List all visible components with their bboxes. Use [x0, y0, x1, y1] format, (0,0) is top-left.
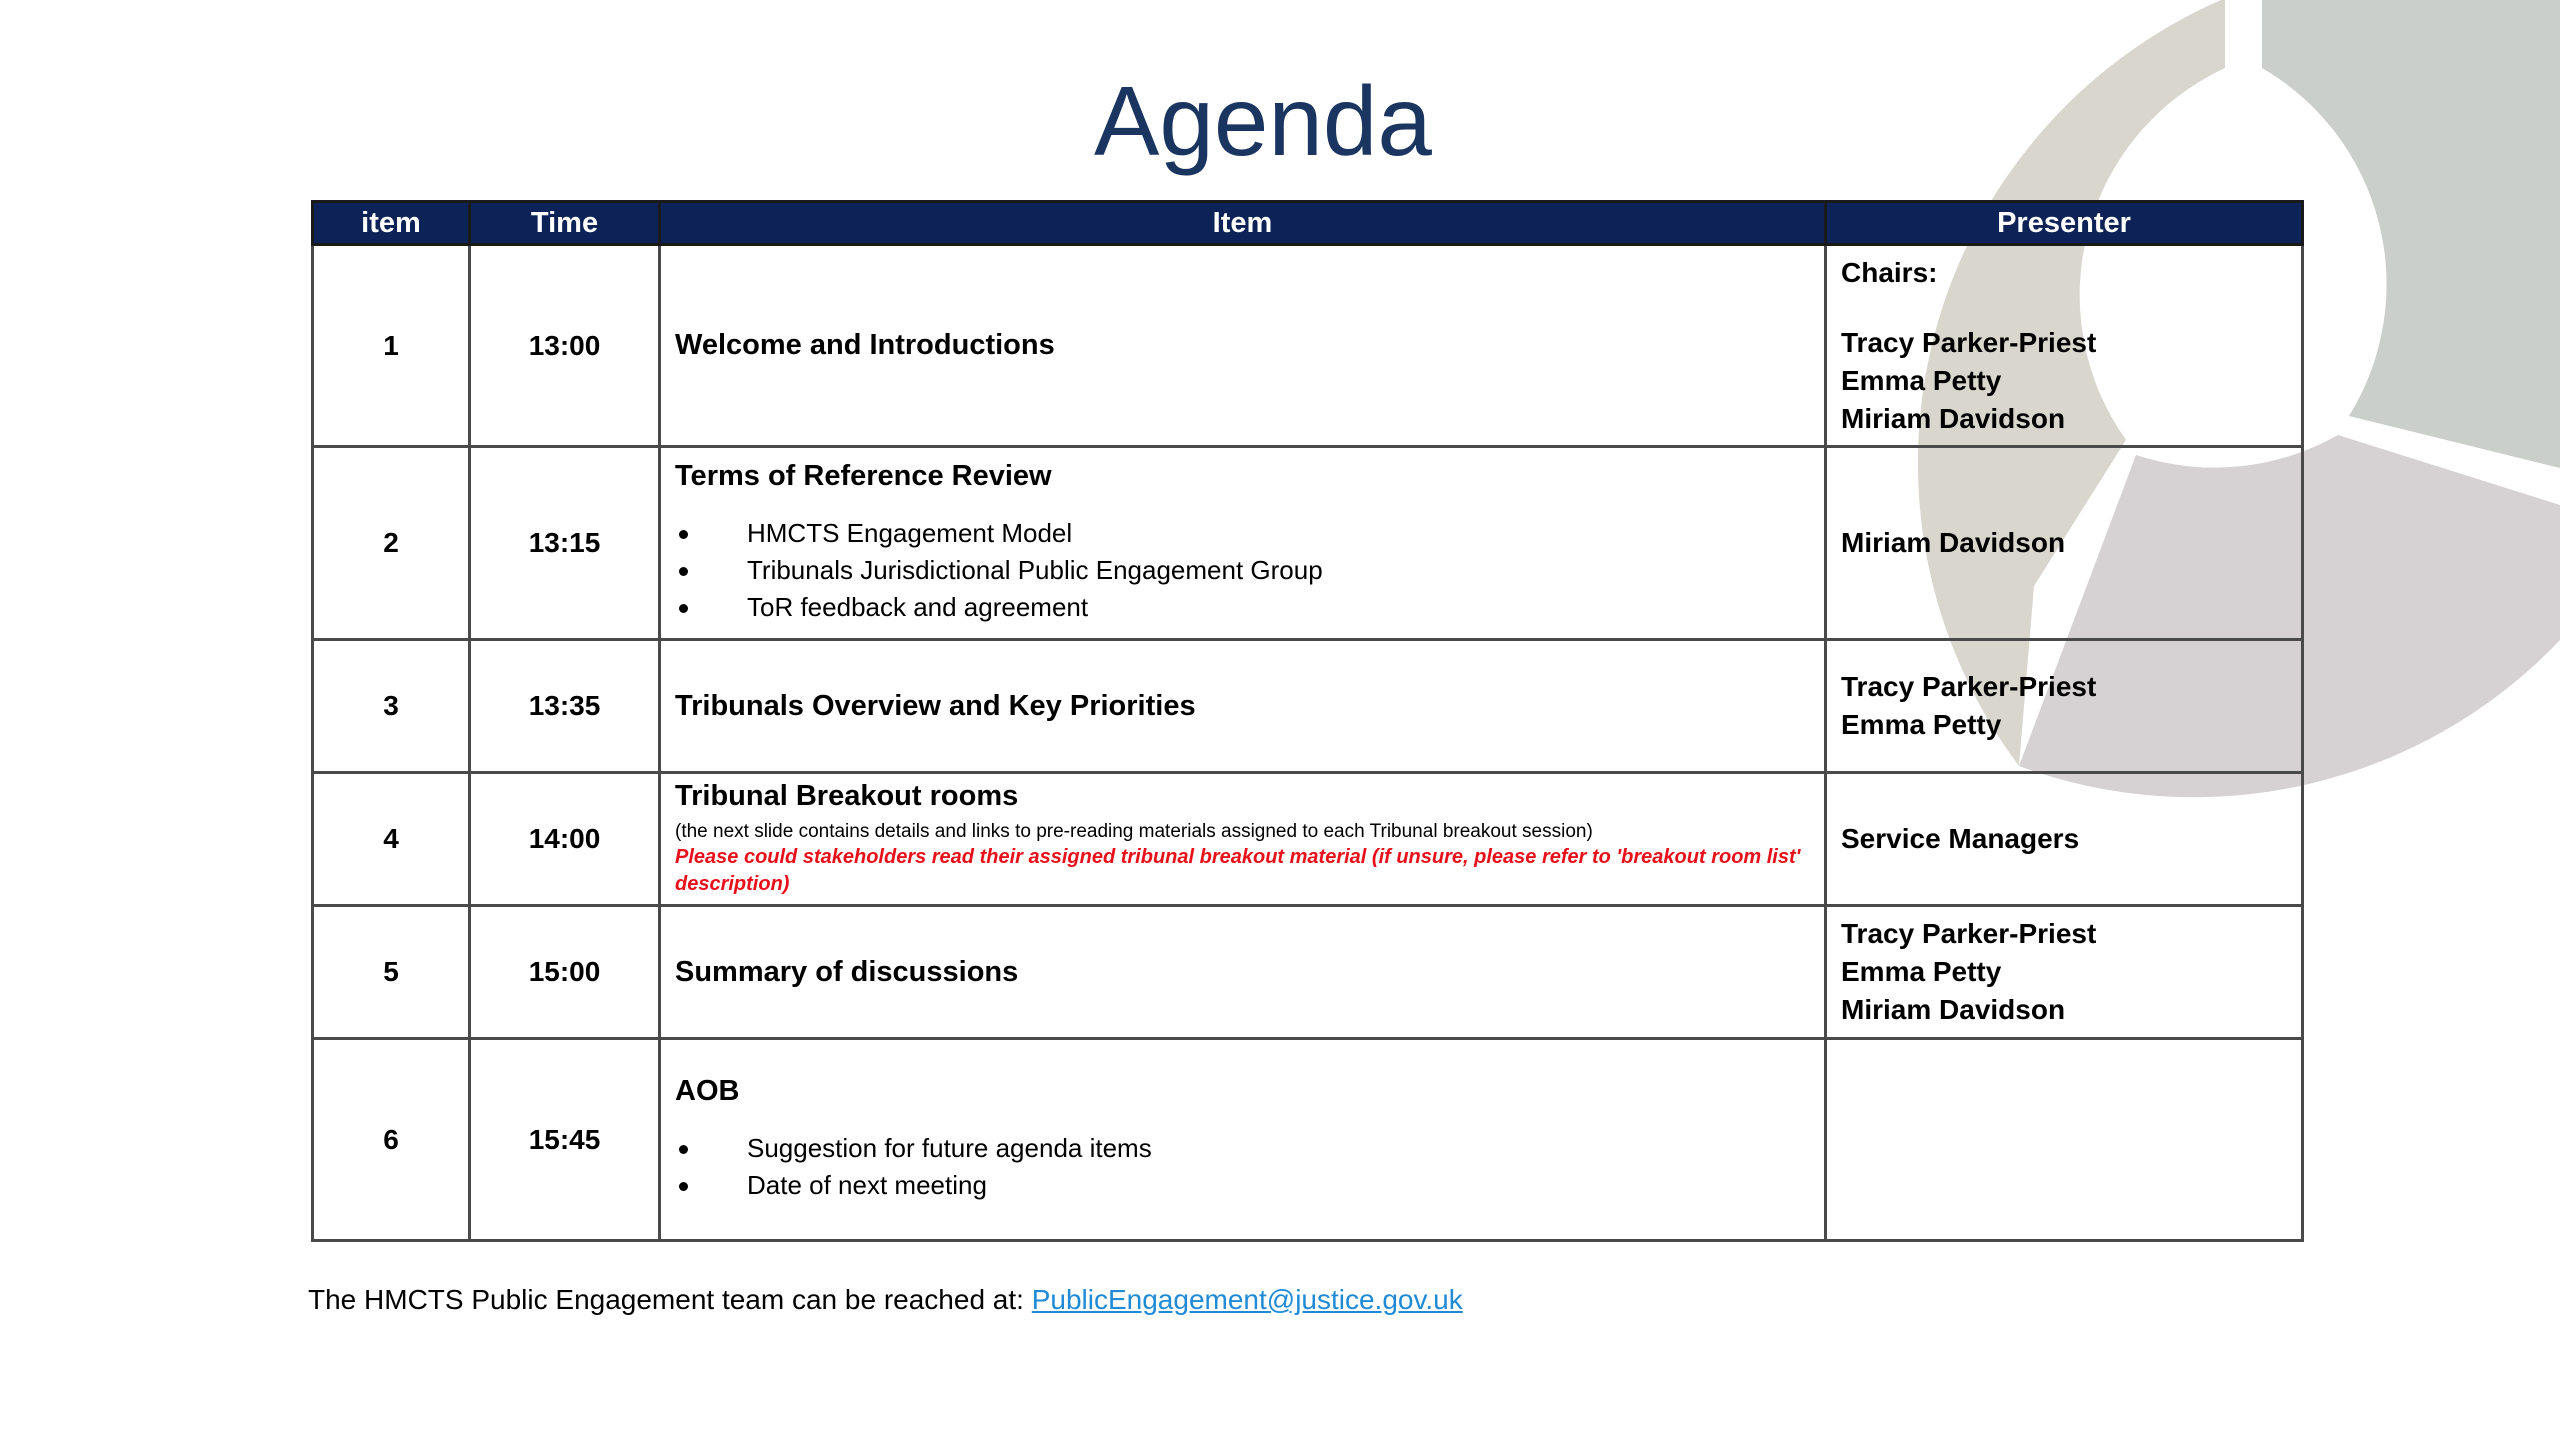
- bullet-item: Tribunals Jurisdictional Public Engagement Group: [675, 552, 1810, 589]
- bullet-item: HMCTS Engagement Model: [675, 515, 1810, 552]
- row-time: 14:00: [470, 773, 660, 906]
- column-header-time: Time: [470, 202, 660, 245]
- table-row: [313, 640, 2303, 773]
- item-title: Summary of discussions: [675, 955, 1019, 988]
- row-time: 13:15: [470, 447, 660, 640]
- item-note: (the next slide contains details and links to pre-reading materials assigned to each Tribunal breakout session): [675, 821, 1593, 842]
- row-number: 3: [313, 640, 470, 773]
- contact-email-link[interactable]: PublicEngagement@justice.gov.uk: [1031, 1284, 1463, 1315]
- item-title: Terms of Reference Review: [675, 460, 1052, 492]
- presenter-name: Emma Petty: [1841, 956, 2002, 987]
- table-row: [313, 245, 2303, 447]
- column-header-item: Item: [660, 202, 1826, 245]
- presenter-name: Emma Petty: [1841, 709, 2002, 740]
- row-number: 4: [313, 773, 470, 906]
- table-row: [313, 773, 2303, 906]
- table-header-row: [313, 202, 2303, 245]
- presenter-name: Service Managers: [1841, 823, 2080, 854]
- agenda-table-container: [311, 200, 2301, 1238]
- bullet-item: Date of next meeting: [675, 1167, 1810, 1204]
- row-item: [660, 1039, 1826, 1241]
- row-time: 15:45: [470, 1039, 660, 1241]
- row-presenter: [1826, 447, 2303, 640]
- bullet-item: ToR feedback and agreement: [675, 589, 1810, 626]
- row-item: [660, 245, 1826, 447]
- row-item: [660, 640, 1826, 773]
- item-title: AOB: [675, 1075, 740, 1107]
- presenter-label: Chairs:: [1841, 256, 1938, 288]
- item-block: [675, 780, 1810, 898]
- agenda-table: [311, 200, 2304, 1242]
- presenter-name: Emma Petty: [1841, 364, 2002, 396]
- row-item: [660, 773, 1826, 906]
- row-number: 1: [313, 245, 470, 447]
- table-row: [313, 447, 2303, 640]
- bullet-item: Suggestion for future agenda items: [675, 1130, 1810, 1167]
- presenter-name: Tracy Parker-Priest: [1841, 918, 2097, 949]
- row-number: 2: [313, 447, 470, 640]
- row-presenter: [1826, 773, 2303, 906]
- row-time: 13:00: [470, 245, 660, 447]
- row-presenter: [1826, 640, 2303, 773]
- row-item: [660, 447, 1826, 640]
- contact-footer: [308, 1284, 1463, 1316]
- item-block: [675, 1075, 1810, 1204]
- row-presenter: [1826, 906, 2303, 1039]
- item-title: Tribunal Breakout rooms: [675, 780, 1019, 812]
- table-row: [313, 906, 2303, 1039]
- item-title: Tribunals Overview and Key Priorities: [675, 689, 1196, 722]
- item-bullet-list: [675, 1130, 1810, 1204]
- item-warning-note: Please could stakeholders read their assigned tribunal breakout material (if unsure, please refer to 'breakout room list' description): [675, 846, 1801, 895]
- presenter-name: Miriam Davidson: [1841, 527, 2066, 558]
- presenter-name: Miriam Davidson: [1841, 402, 2066, 434]
- page-title: Agenda: [1094, 66, 1432, 176]
- row-number: 5: [313, 906, 470, 1039]
- table-row: [313, 1039, 2303, 1241]
- item-title: Welcome and Introductions: [675, 329, 1055, 361]
- row-number: 6: [313, 1039, 470, 1241]
- footer-text: The HMCTS Public Engagement team can be reached at:: [308, 1284, 1032, 1315]
- presenter-name: Tracy Parker-Priest: [1841, 671, 2097, 702]
- column-header-item-number: item: [313, 202, 470, 245]
- column-header-presenter: Presenter: [1826, 202, 2303, 245]
- row-item: [660, 906, 1826, 1039]
- presenter-name: Tracy Parker-Priest: [1841, 326, 2097, 358]
- presenter-name: Miriam Davidson: [1841, 994, 2066, 1025]
- row-time: 15:00: [470, 906, 660, 1039]
- item-block: [675, 460, 1810, 626]
- row-presenter: [1826, 245, 2303, 447]
- row-time: 13:35: [470, 640, 660, 773]
- row-presenter: [1826, 1039, 2303, 1241]
- item-bullet-list: [675, 515, 1810, 626]
